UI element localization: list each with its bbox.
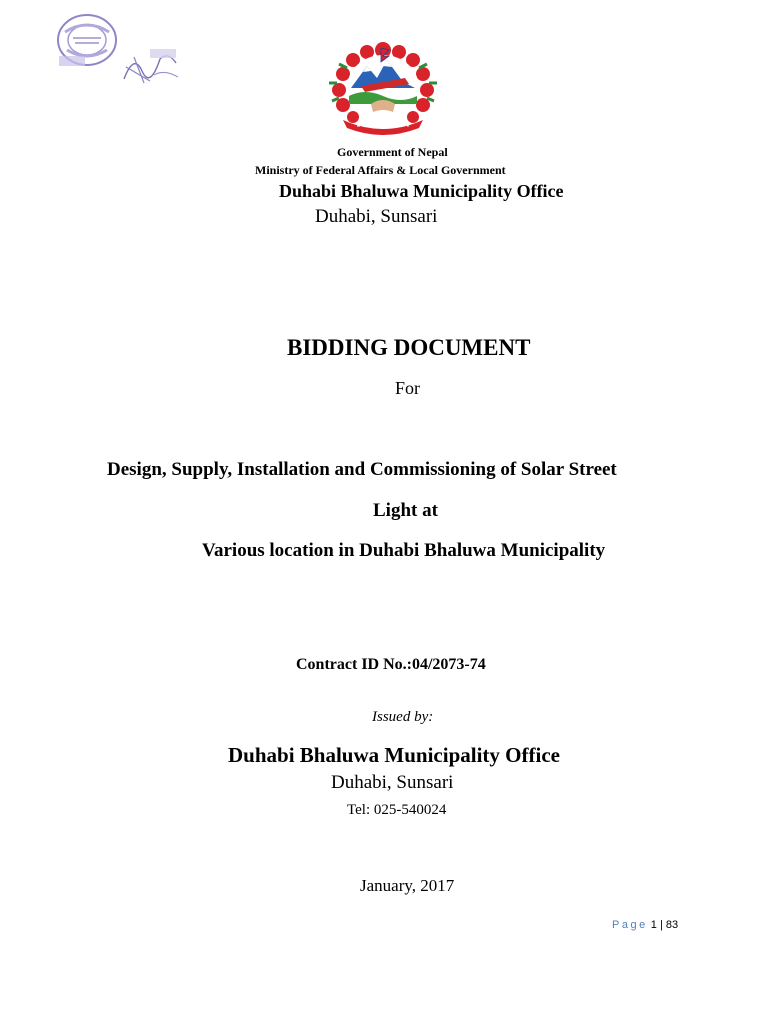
page-word: Page bbox=[612, 919, 648, 931]
subject-line-3: Various location in Duhabi Bhaluwa Municipality bbox=[202, 540, 606, 561]
subject-line-1: Design, Supply, Installation and Commissioning of Solar Street bbox=[107, 459, 617, 480]
government-label: Government of Nepal bbox=[337, 145, 448, 159]
page-number: 1 bbox=[650, 919, 657, 931]
issuer-telephone: Tel: 025-540024 bbox=[347, 802, 447, 818]
total-pages: 83 bbox=[665, 919, 679, 931]
office-stamp-icon bbox=[55, 10, 119, 70]
ministry-label: Ministry of Federal Affairs & Local Government bbox=[255, 163, 506, 177]
contract-id: Contract ID No.:04/2073-74 bbox=[296, 656, 486, 673]
document-title: BIDDING DOCUMENT bbox=[287, 335, 531, 360]
for-label: For bbox=[395, 378, 421, 398]
issuer-office-name: Duhabi Bhaluwa Municipality Office bbox=[228, 743, 560, 767]
page-separator: | bbox=[659, 919, 663, 931]
issued-by-label: Issued by: bbox=[372, 709, 434, 725]
nepal-emblem-icon bbox=[325, 38, 441, 138]
signature-icon bbox=[120, 45, 182, 87]
office-address-header: Duhabi, Sunsari bbox=[315, 206, 438, 227]
office-name-header: Duhabi Bhaluwa Municipality Office bbox=[279, 181, 564, 201]
issuer-address: Duhabi, Sunsari bbox=[331, 772, 454, 793]
document-date: January, 2017 bbox=[360, 876, 455, 895]
page-footer bbox=[612, 919, 678, 931]
subject-line-2: Light at bbox=[373, 500, 438, 521]
